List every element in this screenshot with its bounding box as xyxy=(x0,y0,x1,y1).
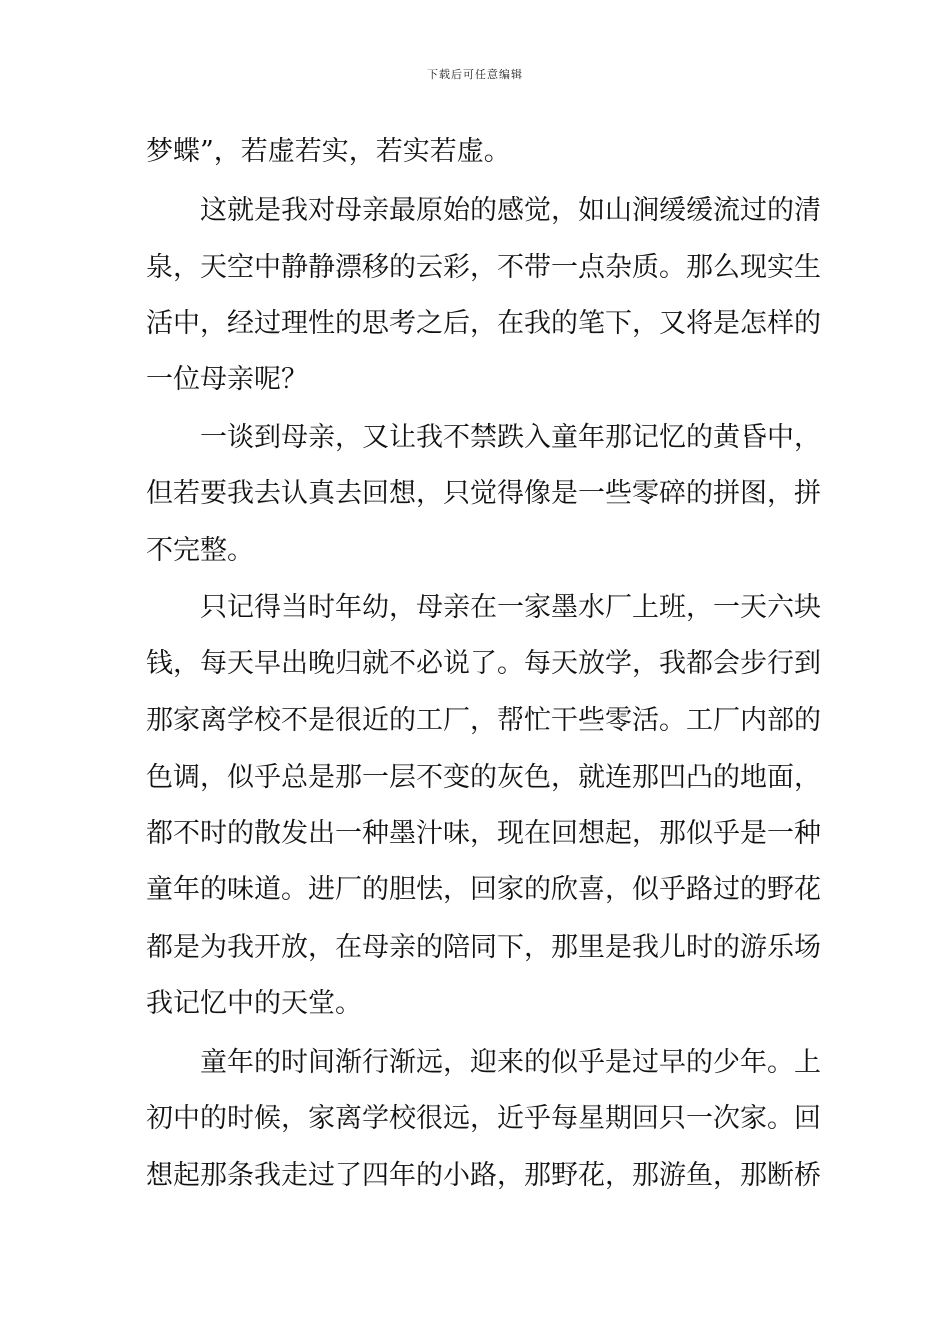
text-line: 泉，天空中静静漂移的云彩，不带一点杂质。那么现实生 xyxy=(146,252,821,283)
text-line: 童年的味道。进厂的胆怯，回家的欣喜，似乎路过的野花 xyxy=(146,874,821,905)
text-line: 这就是我对母亲最原始的感觉，如山涧缓缓流过的清 xyxy=(200,195,821,226)
text-line: 钱，每天早出晚归就不必说了。每天放学，我都会步行到 xyxy=(146,648,821,679)
text-line: 色调，似乎总是那一层不变的灰色，就连那凹凸的地面， xyxy=(146,762,821,793)
text-line: 我记忆中的天堂。 xyxy=(146,988,362,1019)
text-line: 不完整。 xyxy=(146,535,254,566)
text-line: 一谈到母亲，又让我不禁跌入童年那记忆的黄昏中， xyxy=(200,422,821,453)
text-line: 活中，经过理性的思考之后，在我的笔下，又将是怎样的 xyxy=(146,308,821,339)
text-line: 但若要我去认真去回想，只觉得像是一些零碎的拼图，拼 xyxy=(146,478,821,509)
text-line: 都不时的散发出一种墨汁味，现在回想起，那似乎是一种 xyxy=(146,818,821,849)
text-line: 初中的时候，家离学校很远，近乎每星期回只一次家。回 xyxy=(146,1103,821,1134)
text-line: 梦蝶”，若虚若实，若实若虚。 xyxy=(146,136,511,167)
text-line: 那家离学校不是很近的工厂，帮忙干些零活。工厂内部的 xyxy=(146,705,821,736)
page-header-note: 下载后可任意编辑 xyxy=(427,68,523,81)
text-line: 只记得当时年幼，母亲在一家墨水厂上班，一天六块 xyxy=(200,592,821,623)
text-line: 一位母亲呢？ xyxy=(146,364,308,395)
text-line: 都是为我开放，在母亲的陪同下，那里是我儿时的游乐场 xyxy=(146,932,821,963)
text-line: 童年的时间渐行渐远，迎来的似乎是过早的少年。上 xyxy=(200,1047,821,1078)
text-line: 想起那条我走过了四年的小路，那野花，那游鱼，那断桥 xyxy=(146,1160,821,1191)
